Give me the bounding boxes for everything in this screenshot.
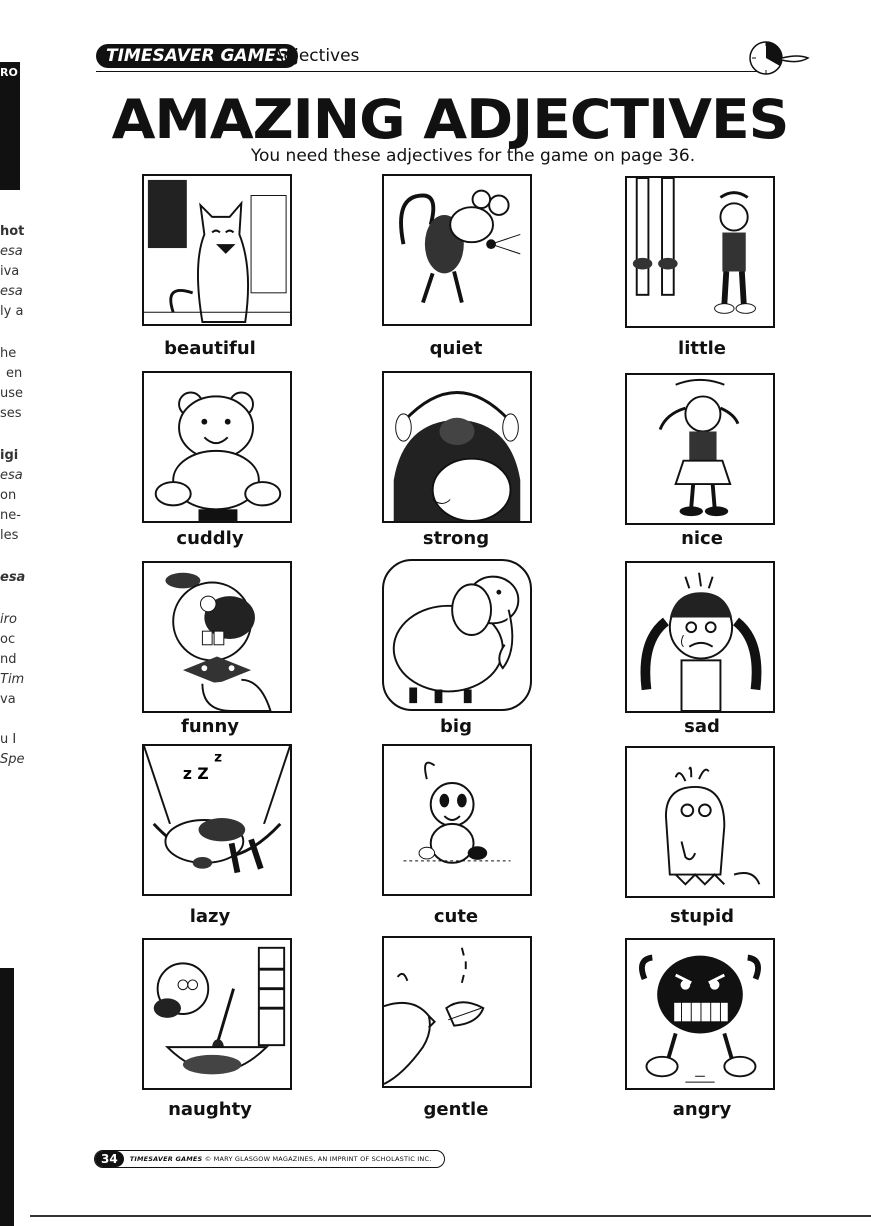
- clock-icon: [746, 40, 812, 80]
- series-badge: TIMESAVER GAMES: [96, 44, 298, 68]
- card-label-funny: funny: [180, 716, 239, 737]
- card-image-gentle: [382, 936, 532, 1088]
- crying-girl-icon: [627, 563, 773, 711]
- svg-text:z Z: z Z: [182, 765, 209, 784]
- gorilla-icon: [384, 373, 530, 521]
- mouse-icon: [384, 176, 530, 324]
- silly-face-icon: [627, 748, 773, 896]
- card-label-gentle: gentle: [423, 1099, 489, 1120]
- svg-text:z: z: [214, 749, 223, 766]
- spine-fragment: Tim: [0, 672, 25, 687]
- card-label-lazy: lazy: [189, 906, 231, 927]
- card-image-quiet: [382, 174, 532, 326]
- section-label: Adjectives: [272, 46, 360, 66]
- card-image-little: [625, 176, 775, 328]
- card-image-strong: [382, 371, 532, 523]
- card-label-strong: strong: [422, 528, 490, 549]
- teddy-bear-icon: [144, 373, 290, 521]
- spine-fragment: oc: [0, 632, 16, 647]
- page-number: 34: [95, 1151, 124, 1167]
- card-label-beautiful: beautiful: [164, 338, 256, 359]
- card-label-naughty: naughty: [168, 1099, 252, 1120]
- spine-fragment: igi: [0, 448, 19, 463]
- card-image-lazy: [142, 744, 292, 896]
- puppy-icon: [384, 746, 530, 894]
- cat-icon: [144, 176, 290, 324]
- spine-fragment: va: [0, 692, 16, 707]
- angry-monster-icon: [627, 940, 773, 1088]
- spine-fragment: Spe: [0, 752, 25, 767]
- footer-series: TIMESAVER GAMES © MARY GLASGOW MAGAZINES, AN IMPRINT OF SCHOLASTIC INC.: [129, 1155, 432, 1163]
- spine-fragment: ne-: [0, 508, 21, 523]
- spine-fragment: he: [0, 346, 17, 361]
- card-image-sad: [625, 561, 775, 713]
- card-label-stupid: stupid: [669, 906, 735, 927]
- spine-fragment: iro: [0, 612, 17, 627]
- elephant-icon: [384, 561, 530, 709]
- card-label-nice: nice: [681, 528, 723, 549]
- naughty-kid-icon: [144, 940, 290, 1088]
- card-image-beautiful: [142, 174, 292, 326]
- spine-fragment: RO: [0, 66, 18, 79]
- spine-fragment: les: [0, 528, 19, 543]
- page-subtitle: You need these adjectives for the game on page 36.: [250, 146, 696, 166]
- card-image-stupid: [625, 746, 775, 898]
- card-label-quiet: quiet: [429, 338, 483, 359]
- girl-icon: [627, 375, 773, 523]
- spine-fragment: nd: [0, 652, 17, 667]
- spine-fragment: esa: [0, 468, 23, 483]
- page-bottom-rule: [30, 1215, 871, 1217]
- spine-fragment: on: [0, 488, 17, 503]
- spine-fragment: esa: [0, 570, 26, 585]
- card-image-naughty: [142, 938, 292, 1090]
- spine-fragment: esa: [0, 284, 23, 299]
- card-image-angry: [625, 938, 775, 1090]
- small-boy-icon: [627, 178, 773, 326]
- card-label-angry: angry: [672, 1099, 732, 1120]
- header-divider: [96, 71, 766, 72]
- spine-fragment: en: [6, 366, 23, 381]
- spine-fragment: esa: [0, 244, 23, 259]
- hammock-icon: [144, 746, 290, 894]
- card-label-little: little: [678, 338, 726, 359]
- spine-fragment: iva: [0, 264, 20, 279]
- footer-credit: [94, 1150, 445, 1168]
- spine-fragment: hot: [0, 224, 25, 239]
- card-image-cute: [382, 744, 532, 896]
- spine-fragment: u I: [0, 732, 17, 747]
- card-label-big: big: [440, 716, 472, 737]
- spine-edge-lower: [0, 968, 14, 1226]
- page-title: AMAZING ADJECTIVES: [111, 88, 789, 151]
- clown-icon: [144, 563, 290, 711]
- spine-fragment: ly a: [0, 304, 24, 319]
- spine-fragment: use: [0, 386, 24, 401]
- card-image-big: [382, 559, 532, 711]
- card-label-cute: cute: [433, 906, 479, 927]
- card-image-funny: [142, 561, 292, 713]
- spine-fragment: ses: [0, 406, 22, 421]
- card-label-sad: sad: [684, 716, 720, 737]
- card-label-cuddly: cuddly: [176, 528, 244, 549]
- feather-icon: [384, 938, 530, 1086]
- card-image-cuddly: [142, 371, 292, 523]
- card-image-nice: [625, 373, 775, 525]
